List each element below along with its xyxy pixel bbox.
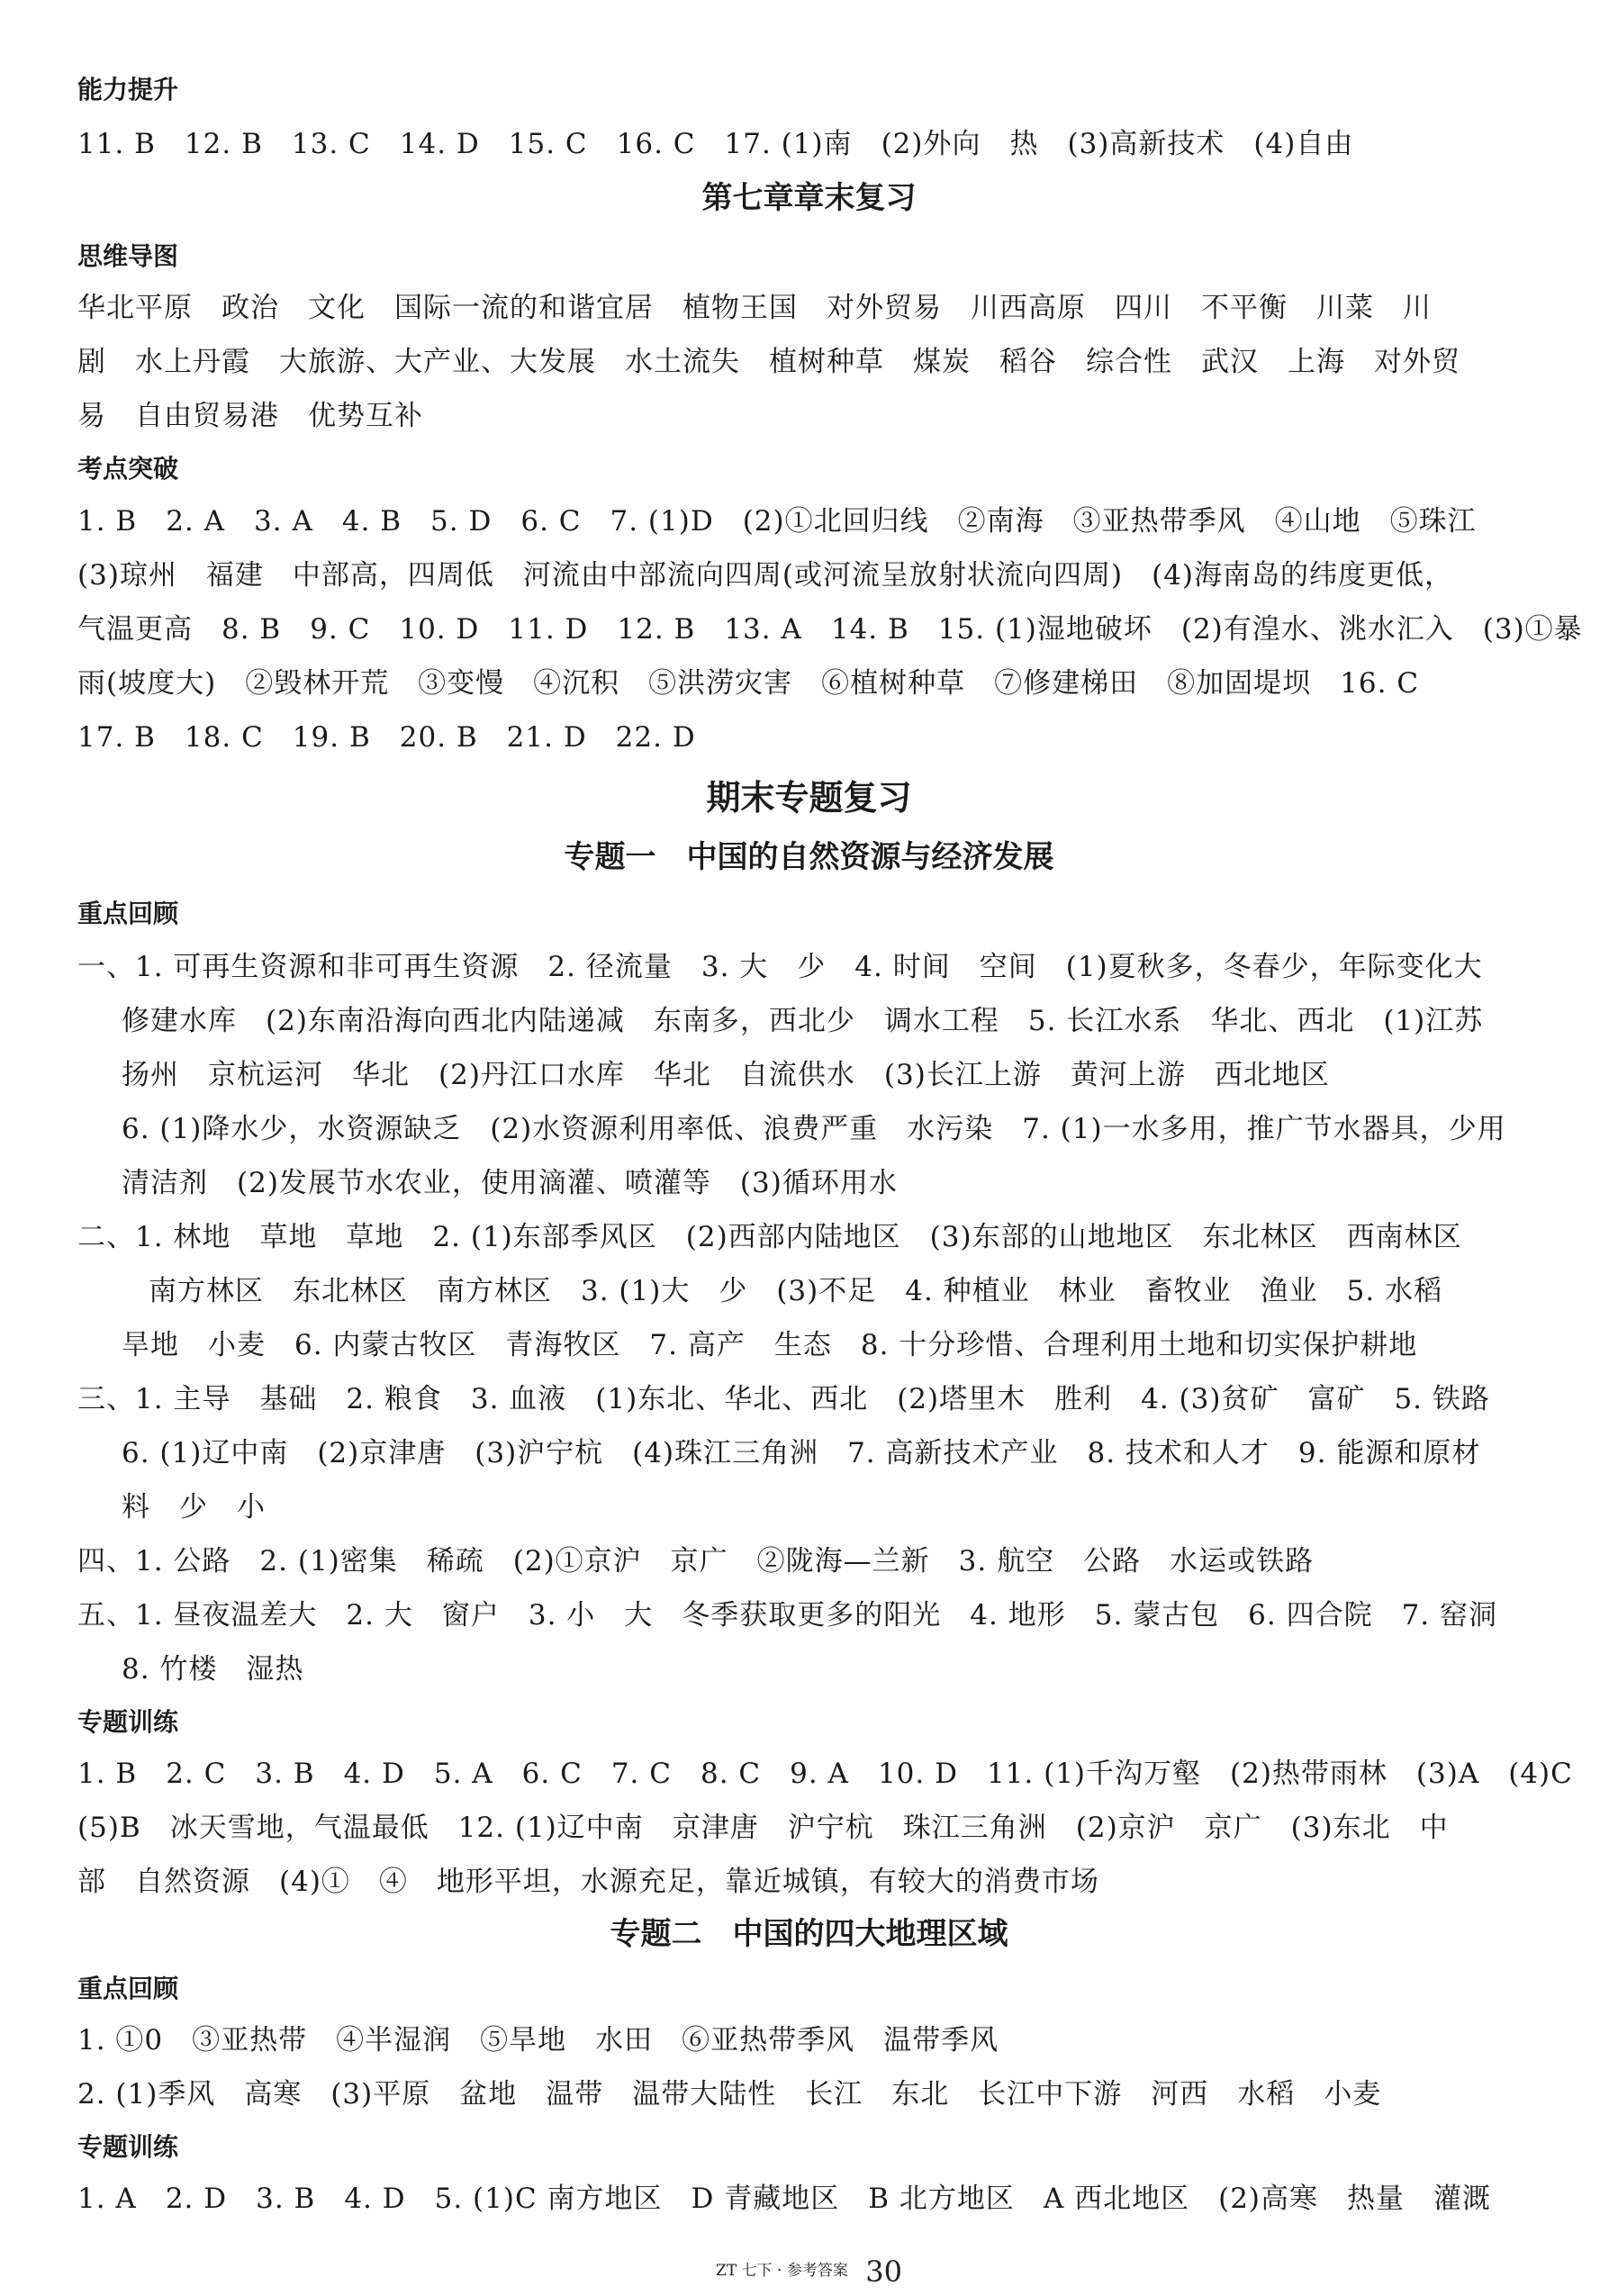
answer-line: 旱地 小麦 6. 内蒙古牧区 青海牧区 7. 高产 生态 8. 十分珍惜、合理利用土地和切实保护耕地 [122, 1329, 1418, 1361]
answer-line: 一、1. 可再生资源和非可再生资源 2. 径流量 3. 大 少 4. 时间 空间 (1)夏秋多，冬春少，年际变化大 [77, 951, 1483, 983]
answer-line: 剧 水上丹霞 大旅游、大产业、大发展 水土流失 植树种草 煤炭 稻谷 综合性 武汉 上海 对外贸 [77, 346, 1460, 378]
answer-line: (3)琼州 福建 中部高，四周低 河流由中部流向四周(或河流呈放射状流向四周) (4)海南岛的纬度更低， [77, 559, 1454, 592]
answer-line: 五、1. 昼夜温差大 2. 大 窗户 3. 小 大 冬季获取更多的阳光 4. 地形 5. 蒙古包 6. 四合院 7. 窑洞 [77, 1599, 1498, 1632]
section-siwei-daotu: 思维导图 [77, 241, 179, 271]
answer-line: 6. (1)降水少，水资源缺乏 (2)水资源利用率低、浪费严重 水污染 7. (1)一水多用，推广节水器具，少用 [122, 1113, 1506, 1145]
topic1-title: 专题一 中国的自然资源与经济发展 [564, 839, 1054, 875]
answer-line: 1. ①0 ③亚热带 ④半湿润 ⑤旱地 水田 ⑥亚热带季风 温带季风 [77, 2024, 999, 2056]
answer-line: 易 自由贸易港 优势互补 [77, 400, 423, 432]
final-review-title: 期末专题复习 [706, 778, 912, 818]
answer-line: 2. (1)季风 高寒 (3)平原 盆地 温带 温带大陆性 长江 东北 长江中下游 河西 水稻 小麦 [77, 2078, 1382, 2111]
answer-line: 扬州 京杭运河 华北 (2)丹江口水库 华北 自流供水 (3)长江上游 黄河上游 西北地区 [122, 1059, 1330, 1091]
section-zhongdian-huigu-1: 重点回顾 [77, 899, 179, 928]
answer-line: 1. B 2. A 3. A 4. B 5. D 6. C 7. (1)D (2)①北回归线 ②南海 ③亚热带季风 ④山地 ⑤珠江 [77, 505, 1477, 538]
section-zhuanti-xunlian-1: 专题训练 [77, 1707, 179, 1737]
section-kaodian-tupo: 考点突破 [77, 454, 179, 484]
answer-line: 南方林区 东北林区 南方林区 3. (1)大 少 (3)不足 4. 种植业 林业 畜牧业 渔业 5. 水稻 [149, 1275, 1443, 1307]
answer-line: 6. (1)辽中南 (2)京津唐 (3)沪宁杭 (4)珠江三角洲 7. 高新技术产业 8. 技术和人才 9. 能源和原材 [122, 1437, 1481, 1469]
answer-line: 17. B 18. C 19. B 20. B 21. D 22. D [77, 721, 696, 754]
page-number: 30 [865, 2254, 902, 2289]
answer-line: (5)B 冰天雪地，气温最低 12. (1)辽中南 京津唐 沪宁杭 珠江三角洲 (2)京沪 京广 (3)东北 中 [77, 1812, 1449, 1844]
answer-line: 11. B 12. B 13. C 14. D 15. C 16. C 17. (1)南 (2)外向 热 (3)高新技术 (4)自由 [77, 128, 1354, 160]
answer-line: 二、1. 林地 草地 草地 2. (1)东部季风区 (2)西部内陆地区 (3)东部的山地地区 东北林区 西南林区 [77, 1221, 1462, 1253]
answer-line: 1. A 2. D 3. B 4. D 5. (1)C 南方地区 D 青藏地区 B 北方地区 A 西北地区 (2)高寒 热量 灌溉 [77, 2183, 1492, 2215]
answer-line: 1. B 2. C 3. B 4. D 5. A 6. C 7. C 8. C 9. A 10. D 11. (1)千沟万壑 (2)热带雨林 (3)A (4)C [77, 1758, 1573, 1790]
answer-line: 部 自然资源 (4)① ④ 地形平坦，水源充足，靠近城镇，有较大的消费市场 [77, 1866, 1099, 1898]
section-zhongdian-huigu-2: 重点回顾 [77, 1974, 179, 2003]
answer-line: 三、1. 主导 基础 2. 粮食 3. 血液 (1)东北、华北、西北 (2)塔里木 胜利 4. (3)贫矿 富矿 5. 铁路 [77, 1383, 1490, 1415]
answer-line: 修建水库 (2)东南沿海向西北内陆递减 东南多，西北少 调水工程 5. 长江水系 华北、西北 (1)江苏 [122, 1005, 1484, 1037]
answer-line: 雨(坡度大) ②毁林开荒 ③变慢 ④沉积 ⑤洪涝灾害 ⑥植树种草 ⑦修建梯田 ⑧加固堤坝 16. C [77, 667, 1420, 700]
topic2-title: 专题二 中国的四大地理区域 [610, 1916, 1008, 1952]
answer-line: 四、1. 公路 2. (1)密集 稀疏 (2)①京沪 京广 ②陇海—兰新 3. 航空 公路 水运或铁路 [77, 1545, 1315, 1577]
answer-line: 气温更高 8. B 9. C 10. D 11. D 12. B 13. A 14. B 15. (1)湿地破坏 (2)有湟水、洮水汇入 (3)①暴 [77, 613, 1583, 646]
page-footer [0, 2253, 1618, 2290]
answer-line: 清洁剂 (2)发展节水农业，使用滴灌、喷灌等 (3)循环用水 [122, 1167, 898, 1199]
chapter7-review-title: 第七章章末复习 [701, 180, 917, 216]
section-nengli-tisheng: 能力提升 [77, 75, 179, 104]
answer-line: 料 少 小 [122, 1491, 266, 1523]
section-zhuanti-xunlian-2: 专题训练 [77, 2132, 179, 2162]
answer-line: 8. 竹楼 湿热 [122, 1653, 304, 1686]
footer-label: ZT 七下 · 参考答案 [716, 2262, 848, 2280]
answer-line: 华北平原 政治 文化 国际一流的和谐宜居 植物王国 对外贸易 川西高原 四川 不平衡 川菜 川 [77, 292, 1432, 324]
